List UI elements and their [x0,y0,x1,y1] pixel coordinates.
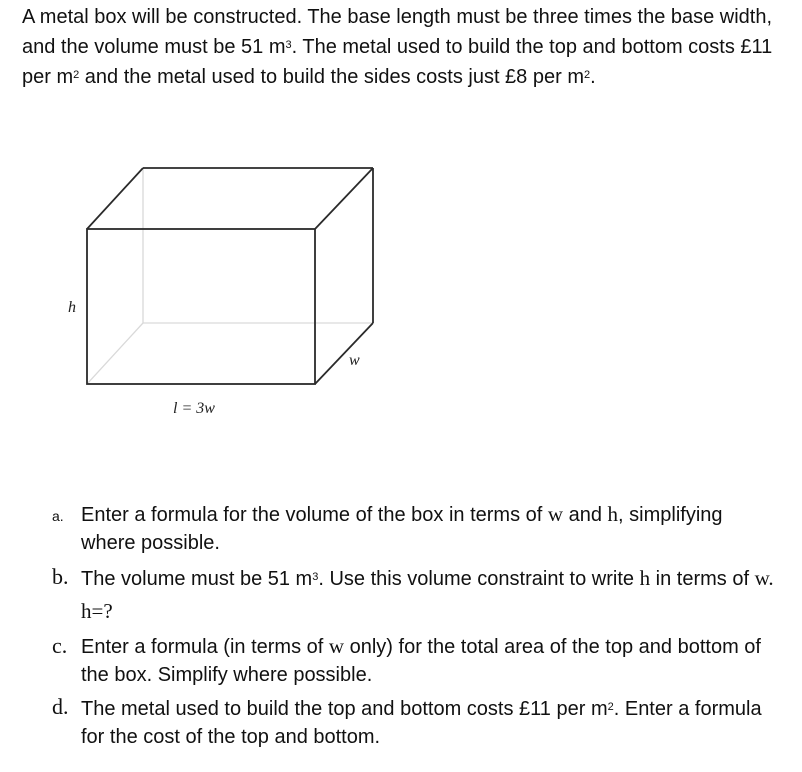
question-b-text-1: The volume must be 51 m [81,568,313,590]
question-list [22,500,782,755]
intro-text-1: A metal box will be constructed. The base length must be three times the base width, and the volume must be 51 m [22,6,773,58]
question-d-superscript: 2 [607,701,614,713]
box-diagram [55,155,395,425]
question-d [22,693,782,751]
question-a-var-w: w [547,502,564,526]
problem-intro [22,3,782,91]
intro-text-4: . [590,66,596,88]
question-c-text-1: Enter a formula (in terms of [81,636,329,658]
question-a [22,500,782,557]
question-d-text-2: . Enter a formula for the cost of the top and bottom. [81,698,762,748]
question-a-var-h: h [607,502,619,526]
question-a-text-1: Enter a formula for the volume of the box in terms of [81,504,548,526]
intro-text-3: and the metal used to build the sides costs just £8 per m [79,66,584,88]
front-face [87,229,315,384]
question-b-text-3: in terms of [650,568,755,590]
intro-text-2: . The metal used to build the top and bottom costs £11 per m [22,36,773,88]
intro-superscript-2b: 2 [583,69,591,81]
top-left-diagonal [87,168,143,229]
question-b-text-2: . Use this volume constraint to write [318,568,640,590]
question-c [22,632,782,689]
intro-superscript-2a: 2 [73,69,80,81]
question-d-marker: d. [52,694,69,719]
length-label: l = 3w [173,400,215,417]
question-a-marker: a. [52,508,64,524]
hidden-edge-bottom-left-diagonal [87,323,143,384]
question-d-text-1: The metal used to build the top and bottom costs £11 per m [81,698,608,720]
height-label: h [68,299,76,316]
intro-superscript-3: 3 [285,39,292,51]
question-b-superscript: 3 [312,571,319,583]
question-c-text-2: only) for the total area of the top and bottom of the box. Simplify where possible. [81,636,761,686]
bottom-right-diagonal [315,323,373,384]
question-a-text-2: and [563,504,608,526]
question-b-var-h: h [639,566,651,590]
top-right-diagonal [315,168,373,229]
question-a-text-3: , simplifying where possible. [81,504,723,554]
question-c-marker: c. [52,633,68,658]
question-b [22,561,782,628]
width-label: w [349,352,360,369]
question-b-var-w: w. h=? [81,566,774,623]
question-c-var-w: w [328,634,345,658]
box-diagram-svg [55,155,395,425]
question-b-marker: b. [52,564,69,589]
